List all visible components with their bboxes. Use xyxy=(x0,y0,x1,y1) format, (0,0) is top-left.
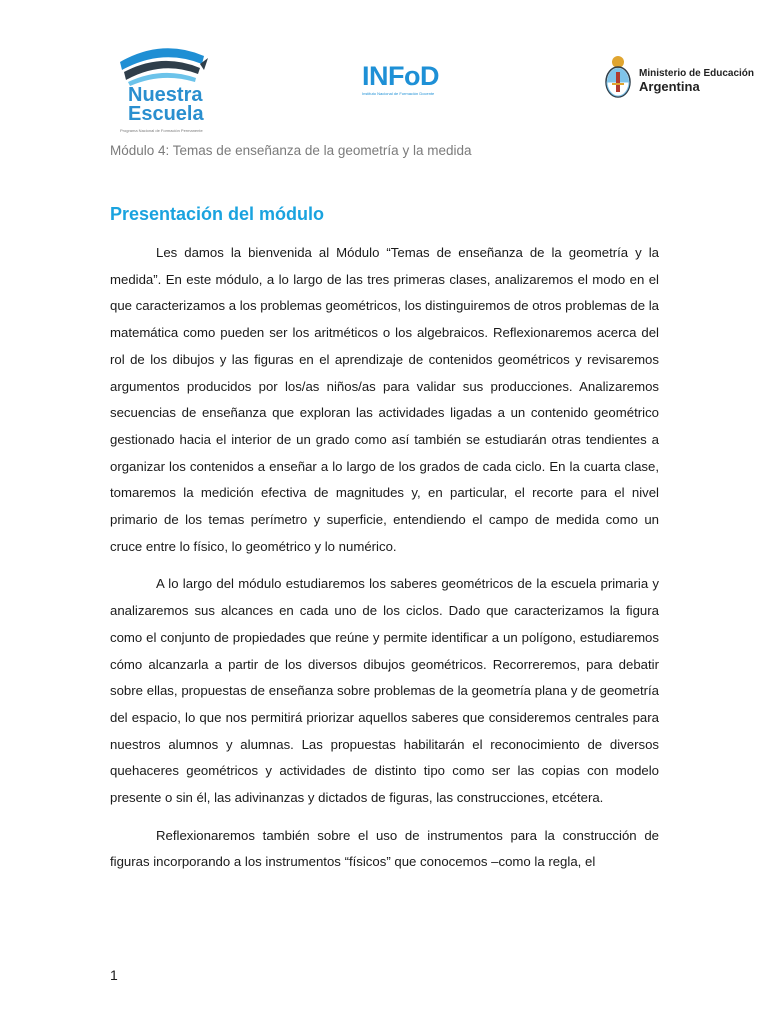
nuestra-escuela-logo xyxy=(112,40,222,136)
document-body xyxy=(110,240,659,887)
logo-subtitle: Programa Nacional de Formación Permanente xyxy=(120,128,203,133)
arcs-icon xyxy=(112,40,212,86)
paragraph: A lo largo del módulo estudiaremos los saberes geométricos de la escuela primaria y analizaremos sus alcances en cada uno de los ciclos. Dado que caracterizamos la figura como el conjunto de propiedades que reúne y permite identificar a un polígono, estudiaremos cómo alcanzarla a partir de los diversos dibujos geométricos. Recorreremos, para debatir sobre ellas, propuestas de enseñanza sobre problemas de la geometría plana y de geometría del espacio, lo que nos permitirá priorizar aquellos saberes que consideremos centrales para nuestros alumnos y alumnas. Las propuestas habilitarán el reconocimiento de diversos quehaceres geométricos y actividades de distinto tipo como ser las copias con modelo presente o sin él, las adivinanzas y dictados de figuras, las construcciones, etcétera. xyxy=(110,576,659,806)
ministerio-line2: Argentina xyxy=(639,79,700,94)
logo-name-line2: Escuela xyxy=(128,103,204,125)
infod-logo xyxy=(362,62,482,102)
infod-name: INFoD xyxy=(362,61,439,91)
paragraph: Reflexionaremos también sobre el uso de instrumentos para la construcción de figuras incorporando a los instrumentos “físicos” que conocemos –como la regla, el xyxy=(110,827,659,870)
section-heading: Presentación del módulo xyxy=(110,204,325,224)
module-title: Módulo 4: Temas de enseñanza de la geometría y la medida xyxy=(110,143,472,158)
page-number: 1 xyxy=(110,967,118,983)
ministerio-logo xyxy=(603,54,755,104)
page-header xyxy=(0,36,768,136)
paragraph: Les damos la bienvenida al Módulo “Temas de enseñanza de la geometría y la medida”. En este módulo, a lo largo de las tres primeras clases, analizaremos el modo en el que caracterizamos a los problemas geométricos, los distinguiremos de otros problemas de la matemática como pueden ser los aritméticos o los algebraicos. Reflexionaremos acerca del rol de los dibujos y las figuras en el aprendizaje de contenidos geométricos y revisaremos argumentos producidos por los/as niños/as para validar sus producciones. Analizaremos secuencias de enseñanza que exploran las actividades ligadas a un contenido geométrico gestionado hacia el interior de un grado como así también se estudiarán otras tendientes a organizar los contenidos a enseñar a lo largo de los grados de cada ciclo. En la cuarta clase, tomaremos la medición efectiva de magnitudes y, en particular, el recorte para el nivel primario de los temas perímetro y superficie, entendiendo el campo de medida como un cruce entre lo físico, lo geométrico y lo numérico. xyxy=(110,245,660,554)
ministerio-line1: Ministerio de Educación xyxy=(639,68,755,79)
infod-subtitle: Instituto Nacional de Formación Docente xyxy=(362,91,435,96)
logo-name-line1: Nuestra xyxy=(128,84,203,106)
ministerio-text xyxy=(639,68,754,94)
coat-of-arms-icon xyxy=(603,54,633,100)
nuestra-escuela-name xyxy=(128,86,204,124)
